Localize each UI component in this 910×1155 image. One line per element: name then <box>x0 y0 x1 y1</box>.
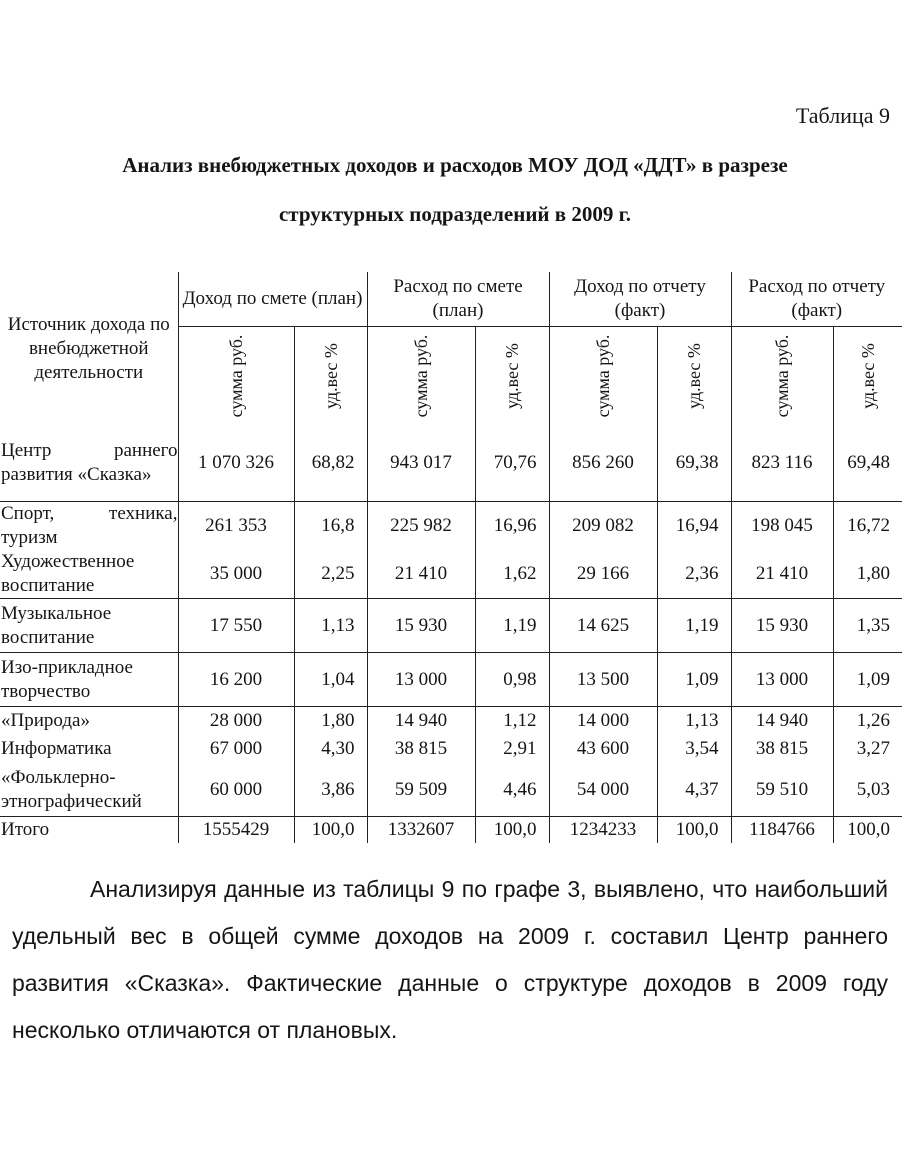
sum-cell: 38 815 <box>731 735 833 763</box>
pct-cell: 2,91 <box>475 735 549 763</box>
source-name: Художественное воспитание <box>1 551 135 596</box>
group-header-expense-fact: Расход по отчету (факт) <box>731 272 902 327</box>
table-row <box>0 735 902 763</box>
total-row <box>0 817 902 844</box>
sum-cell: 13 000 <box>367 653 475 707</box>
pct-cell: 2,36 <box>657 550 731 599</box>
sum-cell: 17 550 <box>178 599 294 653</box>
pct-cell: 4,30 <box>294 735 367 763</box>
sum-cell: 856 260 <box>549 425 657 502</box>
source-name: «Природа» <box>0 707 178 736</box>
group-header-income-plan: Доход по смете (план) <box>178 272 367 327</box>
pct-cell: 1,09 <box>833 653 902 707</box>
table-title-line-2: структурных подразделений в 2009 г. <box>278 202 632 226</box>
pct-cell: 3,86 <box>294 763 367 817</box>
table-row <box>0 653 902 707</box>
table-row <box>0 763 902 817</box>
sum-cell: 35 000 <box>178 550 294 599</box>
pct-cell: 68,82 <box>294 425 367 502</box>
pct-cell: 0,98 <box>475 653 549 707</box>
pct-cell: 100,0 <box>294 817 367 844</box>
pct-cell: 1,19 <box>475 599 549 653</box>
sum-cell: 15 930 <box>731 599 833 653</box>
sum-cell: 1 070 326 <box>178 425 294 502</box>
pct-cell: 16,72 <box>833 502 902 551</box>
sum-cell: 1555429 <box>178 817 294 844</box>
source-name: «Фольклерно-этнографический <box>1 766 142 812</box>
sum-cell: 59 510 <box>731 763 833 817</box>
sum-cell: 67 000 <box>178 735 294 763</box>
sum-cell: 209 082 <box>549 502 657 551</box>
sum-cell: 21 410 <box>731 550 833 599</box>
pct-cell: 1,62 <box>475 550 549 599</box>
subheader-pct: уд.вес % <box>475 327 549 426</box>
pct-cell: 100,0 <box>475 817 549 844</box>
pct-cell: 2,25 <box>294 550 367 599</box>
pct-cell: 1,13 <box>294 599 367 653</box>
subheader-pct: уд.вес % <box>833 327 902 426</box>
sum-cell: 43 600 <box>549 735 657 763</box>
pct-cell: 69,48 <box>833 425 902 502</box>
source-column-header: Источник дохода по внебюджетной деятельности <box>7 313 170 383</box>
sum-cell: 16 200 <box>178 653 294 707</box>
sum-cell: 21 410 <box>367 550 475 599</box>
table-row <box>0 707 902 736</box>
sum-cell: 29 166 <box>549 550 657 599</box>
table-row <box>0 599 902 653</box>
pct-cell: 3,54 <box>657 735 731 763</box>
pct-cell: 69,38 <box>657 425 731 502</box>
sum-cell: 60 000 <box>178 763 294 817</box>
sum-cell: 1234233 <box>549 817 657 844</box>
sum-cell: 14 940 <box>731 707 833 736</box>
sum-cell: 14 000 <box>549 707 657 736</box>
sum-cell: 54 000 <box>549 763 657 817</box>
subheader-pct: уд.вес % <box>294 327 367 426</box>
table-row <box>0 502 902 551</box>
sum-cell: 15 930 <box>367 599 475 653</box>
pct-cell: 16,96 <box>475 502 549 551</box>
pct-cell: 5,03 <box>833 763 902 817</box>
pct-cell: 1,09 <box>657 653 731 707</box>
sum-cell: 225 982 <box>367 502 475 551</box>
sum-cell: 1184766 <box>731 817 833 844</box>
pct-cell: 16,8 <box>294 502 367 551</box>
source-name: Изо-прикладное творчество <box>0 653 178 707</box>
source-name: Спорт, техника, туризм <box>1 503 178 548</box>
sum-cell: 38 815 <box>367 735 475 763</box>
sum-cell: 14 940 <box>367 707 475 736</box>
group-header-income-fact: Доход по отчету (факт) <box>549 272 731 327</box>
analysis-paragraph <box>12 866 888 1054</box>
sum-cell: 14 625 <box>549 599 657 653</box>
source-name: Информатика <box>1 738 112 759</box>
income-expense-table <box>0 272 902 843</box>
subheader-sum: сумма руб. <box>367 327 475 426</box>
subheader-sum: сумма руб. <box>549 327 657 426</box>
pct-cell: 3,27 <box>833 735 902 763</box>
total-label: Итого <box>0 817 178 844</box>
subheader-sum: сумма руб. <box>731 327 833 426</box>
table-number-label: Таблица 9 <box>795 103 890 128</box>
sum-cell: 823 116 <box>731 425 833 502</box>
pct-cell: 16,94 <box>657 502 731 551</box>
pct-cell: 1,80 <box>833 550 902 599</box>
subheader-sum: сумма руб. <box>178 327 294 426</box>
pct-cell: 1,13 <box>657 707 731 736</box>
pct-cell: 70,76 <box>475 425 549 502</box>
table-title-line-1: Анализ внебюджетных доходов и расходов МОУ ДОД «ДДТ» в разрезе <box>122 153 788 177</box>
sum-cell: 943 017 <box>367 425 475 502</box>
group-header-expense-plan: Расход по смете (план) <box>367 272 549 327</box>
table-row <box>0 550 902 599</box>
sum-cell: 59 509 <box>367 763 475 817</box>
pct-cell: 1,12 <box>475 707 549 736</box>
sum-cell: 261 353 <box>178 502 294 551</box>
pct-cell: 100,0 <box>833 817 902 844</box>
sum-cell: 28 000 <box>178 707 294 736</box>
table-row <box>0 425 902 502</box>
pct-cell: 1,35 <box>833 599 902 653</box>
pct-cell: 1,19 <box>657 599 731 653</box>
analysis-text: Анализируя данные из таблицы 9 по графе 3, выявлено, что наибольший удельный вес в общей сумме доходов на 2009 г. составил Центр раннего развития «Сказка». Фактические данные о структуре доходов в 2009 году несколько отличаются от плановых. <box>12 876 888 1043</box>
source-name: Музыкальное воспитание <box>0 599 178 653</box>
source-name: Центр раннего развития «Сказка» <box>1 440 178 485</box>
sum-cell: 198 045 <box>731 502 833 551</box>
pct-cell: 100,0 <box>657 817 731 844</box>
sum-cell: 13 500 <box>549 653 657 707</box>
sum-cell: 13 000 <box>731 653 833 707</box>
subheader-pct: уд.вес % <box>657 327 731 426</box>
pct-cell: 1,04 <box>294 653 367 707</box>
pct-cell: 4,46 <box>475 763 549 817</box>
pct-cell: 1,26 <box>833 707 902 736</box>
sum-cell: 1332607 <box>367 817 475 844</box>
pct-cell: 1,80 <box>294 707 367 736</box>
pct-cell: 4,37 <box>657 763 731 817</box>
